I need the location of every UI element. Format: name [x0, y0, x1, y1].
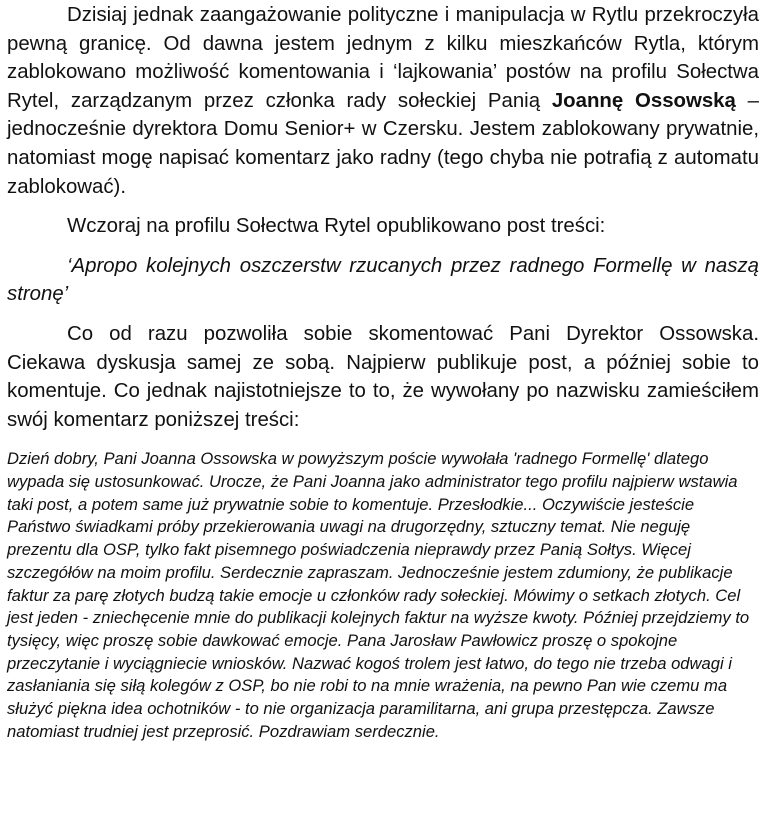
paragraph-commentary: Co od razu pozwoliła sobie skomentować Pani Dyrektor Ossowska. Ciekawa dyskusja samej ze sobą. Najpierw publikuje post, a później sobie to komentuje. Co jednak najistotniejsze to to, że wywołany po nazwisku zamieściłem swój komentarz poniższej treści:: [7, 322, 759, 431]
paragraph-post-intro: Wczoraj na profilu Sołectwa Rytel opublikowano post treści:: [67, 215, 606, 238]
intro-text-end: – jednocześnie dyrektora Domu Senior+ w Czersku. Jestem zablokowany prywatnie, natomiast mogę napisać komentarz jako radny (tego chyba nie potrafią z automatu zablokować).: [7, 89, 759, 198]
quoted-comment: Dzień dobry, Pani Joanna Ossowska w powyższym poście wywołała 'radnego Formellę' dlatego wypada się ustosunkować. Urocze, że Pani Joanna jako administrator tego profilu najpierw wstawia taki post, a potem same już prywatnie sobie to komentuje. Przesłodkie... Oczywiście jesteście Państwo świadkami próby przekierowania uwagi na drugorzędny, sztuczny temat. Nie neguję prezentu dla OSP, tylko fakt pisemnego poświadczenia nieprawdy przez Panią Sołtys. Więcej szczegółów na moim profilu. Serdecznie zapraszam. Jednocześnie jestem zdumiony, że publikacje faktur za parę złotych budzą takie emocje u członków rady sołeckiej. Mówimy o setkach złotych. Cel jest jeden - zniechęcenie mnie do publikacji kolejnych faktur na wyższe kwoty. Później przejdziemy to tysięcy, więc proszę sobie dawkować emocje. Pana Jarosław Pawłowicz proszę o spokojne przeczytanie i wyciągniecie wniosków. Nazwać kogoś trolem jest łatwo, do tego nie trzeba odwagi i zasłaniania się siłą kolegów z OSP, bo nie robi to na mnie wrażenia, na pewno Pan wie czemu ma służyć piękna idea ochotników - to nie organizacja paramilitarna, ani grupa przestępcza. Zawsze natomiast trudniej jest przeprosić. Pozdrawiam serdecznie.: [7, 449, 750, 741]
quoted-post: ‘Apropo kolejnych oszczerstw rzucanych przez radnego Formellę w naszą stronę’: [7, 254, 759, 306]
paragraph-intro: [7, 1, 759, 201]
intro-text-start: Dzisiaj jednak zaangażowanie polityczne i manipulacja w Rytlu przekroczyła pewną granicę. Od dawna jestem jednym z kilku mieszkańców Rytla, którym zablokowano możliwość komentowania i ‘lajkowania’ postów na profilu Sołectwa Rytel, zarządzanym przez członka rady sołeckiej Panią: [7, 4, 759, 112]
document-page: [7, 0, 759, 743]
bold-name: Joannę Ossowską: [551, 89, 736, 112]
